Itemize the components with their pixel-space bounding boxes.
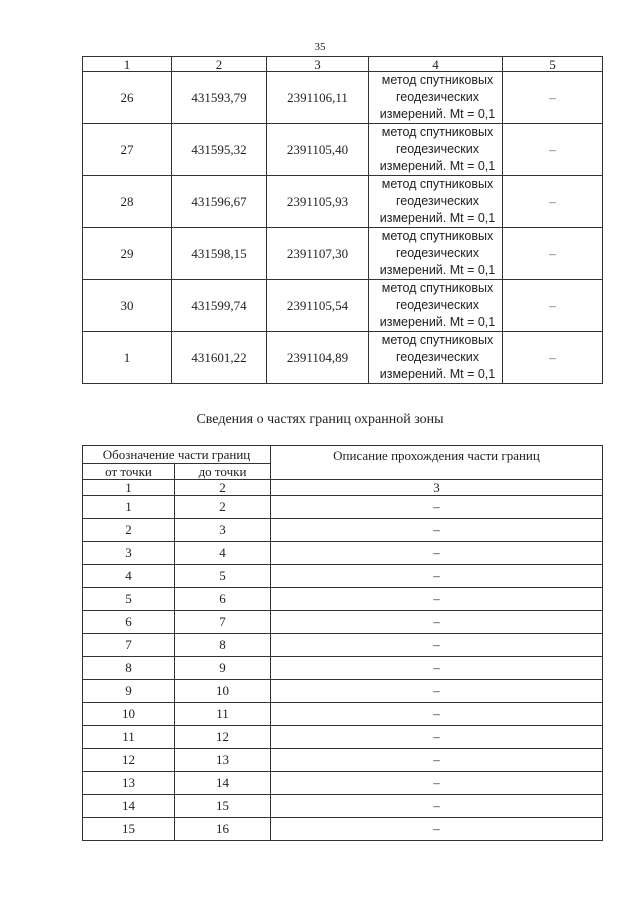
to-point: 9 <box>175 657 271 680</box>
method-line: геодезических <box>395 142 479 156</box>
method-line: метод спутниковых <box>381 333 494 347</box>
from-point-header: от точки <box>83 464 175 480</box>
coordinate-y: 2391104,89 <box>267 332 369 384</box>
from-point: 11 <box>83 726 175 749</box>
table-row <box>83 680 603 703</box>
column-number-2: 2 <box>172 57 267 72</box>
to-point: 2 <box>175 496 271 519</box>
parts-column-number-3: 3 <box>271 480 603 496</box>
column-number-1: 1 <box>83 57 172 72</box>
part-description: – <box>271 542 603 565</box>
to-point: 15 <box>175 795 271 818</box>
from-point: 5 <box>83 588 175 611</box>
point-number: 1 <box>83 332 172 384</box>
to-point: 14 <box>175 772 271 795</box>
from-point: 7 <box>83 634 175 657</box>
method-line: геодезических <box>395 298 479 312</box>
table-row <box>83 176 603 228</box>
table-row <box>83 565 603 588</box>
to-point: 13 <box>175 749 271 772</box>
part-description: – <box>271 726 603 749</box>
to-point: 16 <box>175 818 271 841</box>
from-point: 2 <box>83 519 175 542</box>
description-header: Описание прохождения части границ <box>271 446 603 480</box>
method-description <box>369 332 503 384</box>
point-number: 28 <box>83 176 172 228</box>
table-row <box>83 332 603 384</box>
coordinate-y: 2391107,30 <box>267 228 369 280</box>
method-line: измерений. Mt = 0,1 <box>379 159 496 173</box>
from-point: 8 <box>83 657 175 680</box>
parts-column-number-2: 2 <box>175 480 271 496</box>
coordinate-y: 2391106,11 <box>267 72 369 124</box>
page-number: 35 <box>314 41 326 53</box>
table-row <box>83 703 603 726</box>
to-point: 4 <box>175 542 271 565</box>
to-point: 3 <box>175 519 271 542</box>
method-line: метод спутниковых <box>381 73 494 87</box>
table-row <box>83 542 603 565</box>
point-number: 27 <box>83 124 172 176</box>
from-point: 9 <box>83 680 175 703</box>
from-point: 4 <box>83 565 175 588</box>
note-cell: – <box>503 332 603 384</box>
coordinate-y: 2391105,40 <box>267 124 369 176</box>
point-number: 26 <box>83 72 172 124</box>
part-description: – <box>271 749 603 772</box>
point-number: 29 <box>83 228 172 280</box>
table-row <box>83 228 603 280</box>
parts-column-number-1: 1 <box>83 480 175 496</box>
part-description: – <box>271 634 603 657</box>
method-line: измерений. Mt = 0,1 <box>379 367 496 381</box>
coordinate-y: 2391105,54 <box>267 280 369 332</box>
part-description: – <box>271 772 603 795</box>
table-row <box>83 588 603 611</box>
from-point: 13 <box>83 772 175 795</box>
method-description <box>369 72 503 124</box>
from-point: 12 <box>83 749 175 772</box>
to-point: 6 <box>175 588 271 611</box>
method-line: метод спутниковых <box>381 125 494 139</box>
coordinates-table <box>82 56 603 384</box>
part-description: – <box>271 818 603 841</box>
to-point: 12 <box>175 726 271 749</box>
method-line: геодезических <box>395 246 479 260</box>
part-description: – <box>271 703 603 726</box>
part-description: – <box>271 588 603 611</box>
part-description: – <box>271 611 603 634</box>
table-row <box>83 124 603 176</box>
coordinate-x: 431596,67 <box>172 176 267 228</box>
to-point: 10 <box>175 680 271 703</box>
table-row <box>83 772 603 795</box>
designation-header: Обозначение части границ <box>83 446 271 464</box>
boundary-parts-table <box>82 445 603 841</box>
table-row <box>83 657 603 680</box>
method-description <box>369 124 503 176</box>
method-line: геодезических <box>395 194 479 208</box>
method-line: геодезических <box>395 90 479 104</box>
table-row <box>83 496 603 519</box>
from-point: 1 <box>83 496 175 519</box>
note-cell: – <box>503 72 603 124</box>
method-line: измерений. Mt = 0,1 <box>379 107 496 121</box>
method-line: измерений. Mt = 0,1 <box>379 315 496 329</box>
part-description: – <box>271 657 603 680</box>
from-point: 6 <box>83 611 175 634</box>
note-cell: – <box>503 280 603 332</box>
table-row <box>83 72 603 124</box>
method-line: метод спутниковых <box>381 281 494 295</box>
method-description <box>369 228 503 280</box>
from-point: 10 <box>83 703 175 726</box>
table-row <box>83 280 603 332</box>
method-line: метод спутниковых <box>381 229 494 243</box>
method-description <box>369 280 503 332</box>
coordinate-y: 2391105,93 <box>267 176 369 228</box>
method-line: геодезических <box>395 350 479 364</box>
table-row <box>83 634 603 657</box>
from-point: 14 <box>83 795 175 818</box>
column-number-4: 4 <box>369 57 503 72</box>
from-point: 3 <box>83 542 175 565</box>
table-row <box>83 795 603 818</box>
coordinate-x: 431601,22 <box>172 332 267 384</box>
coordinate-x: 431595,32 <box>172 124 267 176</box>
from-point: 15 <box>83 818 175 841</box>
method-line: измерений. Mt = 0,1 <box>379 263 496 277</box>
part-description: – <box>271 496 603 519</box>
coordinate-x: 431598,15 <box>172 228 267 280</box>
column-number-3: 3 <box>267 57 369 72</box>
section-title: Сведения о частях границ охранной зоны <box>196 412 444 427</box>
table-row <box>83 726 603 749</box>
parts-column-numbers-row <box>83 480 603 496</box>
to-point: 7 <box>175 611 271 634</box>
coordinate-x: 431593,79 <box>172 72 267 124</box>
to-point: 5 <box>175 565 271 588</box>
method-line: метод спутниковых <box>381 177 494 191</box>
coordinate-x: 431599,74 <box>172 280 267 332</box>
part-description: – <box>271 680 603 703</box>
table-row <box>83 749 603 772</box>
method-description <box>369 176 503 228</box>
to-point-header: до точки <box>175 464 271 480</box>
point-number: 30 <box>83 280 172 332</box>
part-description: – <box>271 565 603 588</box>
note-cell: – <box>503 124 603 176</box>
parts-header-row <box>83 446 603 464</box>
column-number-5: 5 <box>503 57 603 72</box>
method-line: измерений. Mt = 0,1 <box>379 211 496 225</box>
part-description: – <box>271 795 603 818</box>
part-description: – <box>271 519 603 542</box>
to-point: 8 <box>175 634 271 657</box>
coordinates-header-row <box>83 57 603 72</box>
table-row <box>83 611 603 634</box>
note-cell: – <box>503 228 603 280</box>
to-point: 11 <box>175 703 271 726</box>
note-cell: – <box>503 176 603 228</box>
table-row <box>83 519 603 542</box>
table-row <box>83 818 603 841</box>
